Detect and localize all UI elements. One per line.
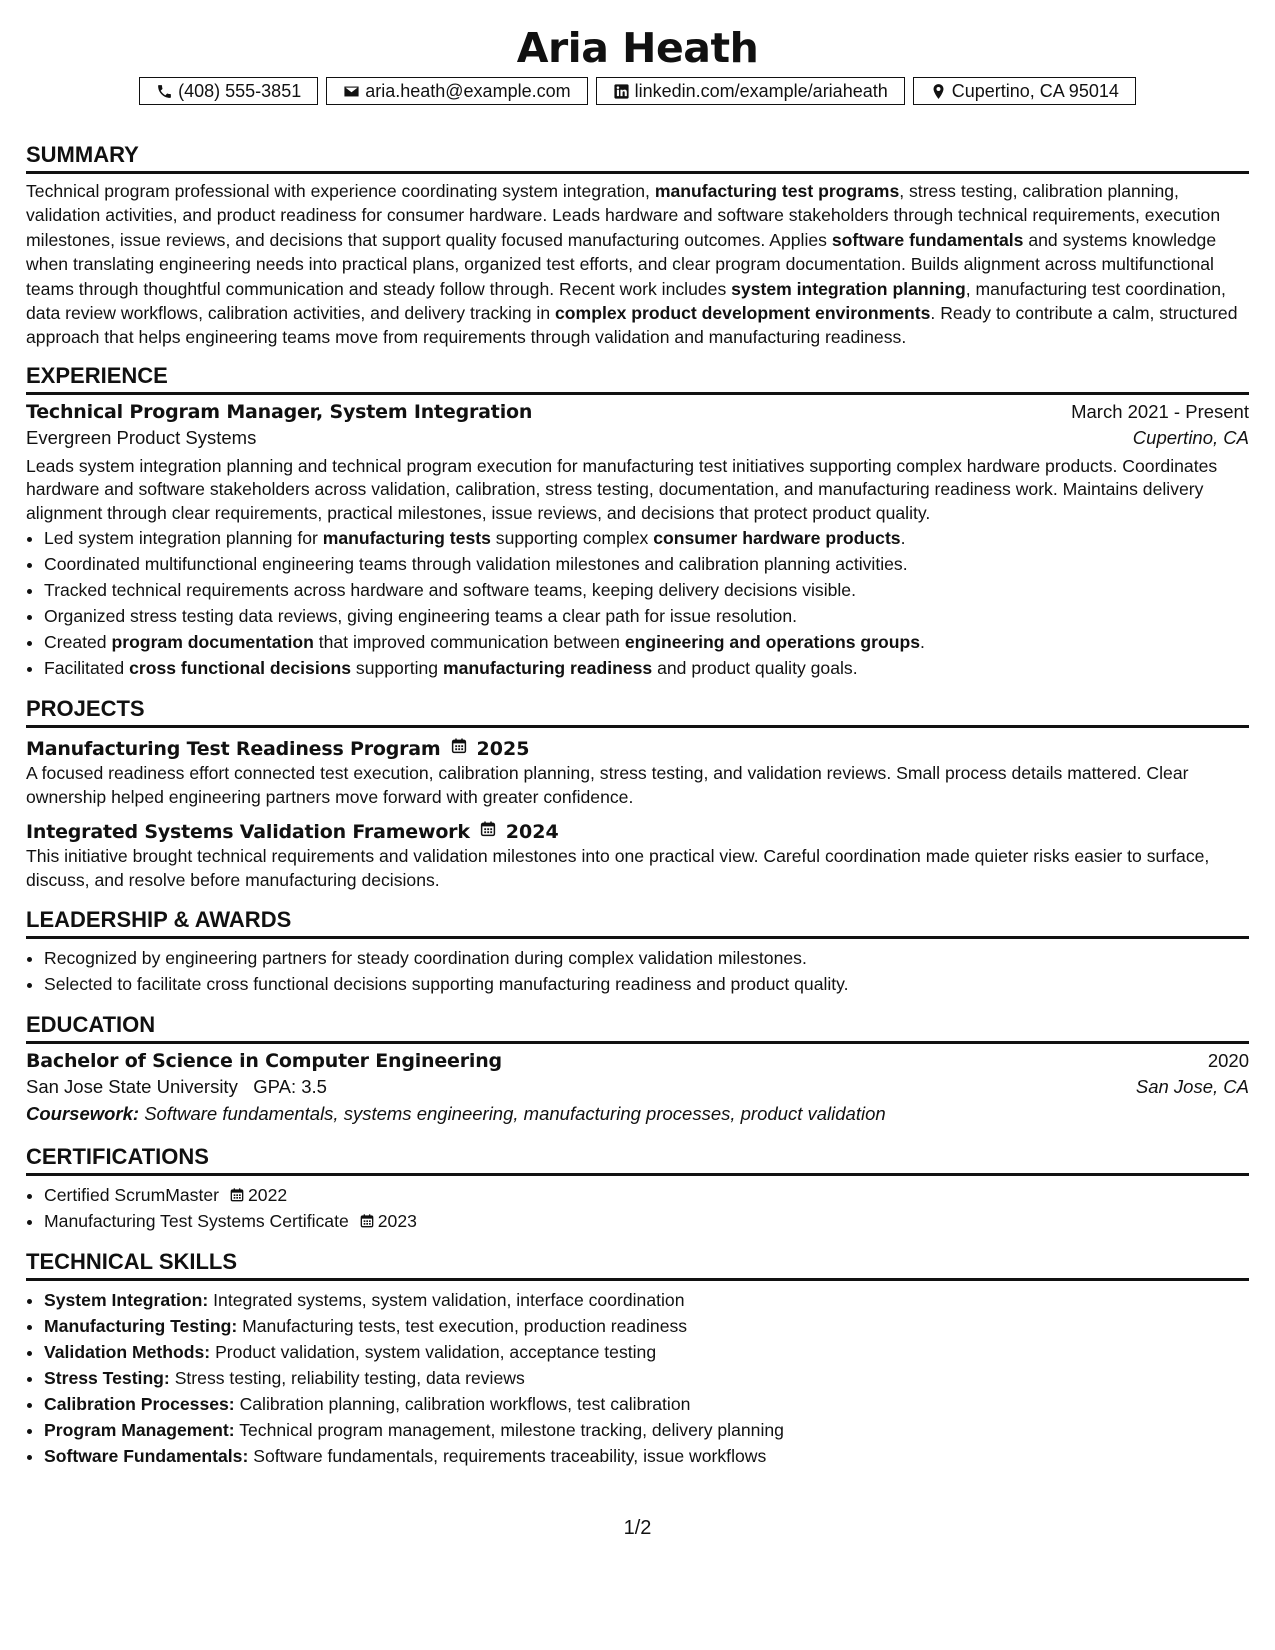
cert-name: Manufacturing Test Systems Certificate (44, 1211, 349, 1232)
skills-heading: TECHNICAL SKILLS (26, 1248, 1249, 1281)
bullet-text: . (920, 632, 925, 653)
phone-chip[interactable] (139, 77, 318, 105)
project-title: Integrated Systems Validation Framework (26, 820, 470, 843)
map-pin-icon (930, 83, 947, 100)
skill-label: Software Fundamentals: (44, 1446, 249, 1467)
summary-text (26, 179, 1249, 350)
calendar-icon (359, 1213, 375, 1229)
phone-text: (408) 555-3851 (178, 81, 302, 101)
job-subheader (26, 427, 1249, 449)
experience-heading: EXPERIENCE (26, 362, 1249, 395)
school-name: San Jose State University (26, 1076, 238, 1098)
skill-label: Program Management: (44, 1420, 235, 1441)
job-description: Leads system integration planning and technical program execution for manufacturing test initiatives supporting complex hardware products. Coordinates hardware and software stakeholders across validation, calibration, stress testing, documentation, and manufacturing readiness work. Maintains delivery alignment through clear requirements, practical milestones, issue reviews, and decisions that protect product quality. (26, 455, 1218, 523)
gpa: GPA: 3.5 (253, 1076, 327, 1098)
skill-value: Integrated systems, system validation, interface coordination (213, 1290, 685, 1311)
bullet-text: Created (44, 632, 112, 653)
project-title-row (26, 820, 1249, 843)
education-heading: EDUCATION (26, 1011, 1249, 1044)
list-item (44, 1443, 1249, 1469)
calendar-icon (479, 820, 497, 843)
list-item (44, 1365, 1249, 1391)
summary-part: and systems knowledge when translating engineering needs into practical plans, organized test efforts, and clear program documentation. Builds alignment across multifunctional teams through thoughtful communication and steady follow through. Recent work includes (26, 229, 1217, 299)
coursework-label: Coursework: (26, 1103, 140, 1125)
bullet-text: supporting complex (490, 528, 654, 549)
list-item (44, 1339, 1249, 1365)
bullet-text: supporting (351, 658, 443, 679)
bullet-emphasis: consumer hardware products (653, 528, 901, 549)
list-item (44, 629, 1249, 655)
project-title-row (26, 737, 1249, 760)
bullet-emphasis: engineering and operations groups (624, 632, 921, 653)
summary-part: , stress testing, calibration planning, validation activities, and product readiness for consumer hardware. Leads hardware and software stakeholders through technical requirements, execution milestones, issue reviews, and decisions that support quality focused manufacturing outcomes. Applies (26, 181, 1221, 250)
coursework (26, 1103, 1249, 1125)
skill-value: Stress testing, reliability testing, data reviews (174, 1368, 525, 1389)
skill-label: Validation Methods: (44, 1342, 211, 1363)
list-item (44, 655, 1249, 681)
list-item (44, 603, 1249, 629)
envelope-icon (343, 83, 360, 100)
list-item (44, 1313, 1249, 1339)
certifications-list (26, 1182, 1249, 1234)
bullet-text: that improved communication between (313, 632, 625, 653)
skill-label: System Integration: (44, 1290, 209, 1311)
resume-page (26, 0, 1249, 1469)
job-company: Evergreen Product Systems (26, 426, 257, 448)
project-title: Manufacturing Test Readiness Program (26, 737, 441, 760)
summary-part: , manufacturing test coordination, data review workflows, calibration activities, and delivery tracking in (26, 278, 1226, 324)
calendar-icon (229, 1187, 245, 1203)
list-item (44, 551, 1249, 577)
job-title: Technical Program Manager, System Integration (26, 400, 533, 423)
skills-list (26, 1287, 1249, 1469)
bullet-text: Facilitated (44, 658, 130, 679)
cert-year: 2023 (377, 1211, 417, 1232)
list-item (44, 1182, 1249, 1208)
leadership-list (26, 945, 1249, 997)
summary-emphasis: software fundamentals (831, 229, 1024, 250)
graduation-year: 2020 (1207, 1050, 1249, 1072)
coursework-text: Software fundamentals, systems engineering, manufacturing processes, product validation (144, 1103, 886, 1125)
summary-emphasis: complex product development environments (555, 303, 931, 324)
phone-icon (156, 83, 173, 100)
linkedin-text: linkedin.com/example/ariaheath (634, 81, 888, 101)
location-chip[interactable] (913, 77, 1136, 105)
cert-year: 2022 (248, 1185, 288, 1206)
leadership-heading: LEADERSHIP & AWARDS (26, 906, 1249, 939)
job-header (26, 401, 1249, 423)
cert-name: Certified ScrumMaster (44, 1185, 220, 1206)
calendar-icon (450, 737, 468, 760)
bullet-emphasis: manufacturing readiness (442, 658, 653, 679)
linkedin-chip[interactable] (596, 77, 905, 105)
summary-emphasis: manufacturing test programs (654, 181, 900, 201)
list-item (44, 1287, 1249, 1313)
project-description: This initiative brought technical requirements and validation milestones into one practical view. Careful coordination made quieter risks easier to surface, discuss, and resolve before manufacturing decisions. (26, 846, 1210, 890)
job-location: Cupertino, CA (1132, 426, 1249, 448)
school-info (26, 1076, 327, 1098)
bullet-text: . (900, 528, 906, 549)
linkedin-icon (613, 83, 630, 100)
bullet-emphasis: program documentation (111, 632, 314, 653)
skill-value: Software fundamentals, requirements traceability, issue workflows (253, 1446, 767, 1467)
bullet-emphasis: manufacturing tests (322, 528, 491, 549)
skill-value: Manufacturing tests, test execution, production readiness (242, 1316, 688, 1337)
list-item (44, 525, 1249, 551)
list-item: • Selected to facilitate cross functional decisions supporting manufacturing readiness and product quality. (44, 971, 1249, 997)
email-chip[interactable] (326, 77, 587, 105)
bullet-text: Led system integration planning for (44, 528, 323, 549)
skill-label: Calibration Processes: (44, 1394, 235, 1415)
projects-heading: PROJECTS (26, 695, 1249, 728)
list-item (44, 1208, 1249, 1234)
location-text: Cupertino, CA 95014 (951, 81, 1119, 101)
skill-value: Technical program management, milestone tracking, delivery planning (239, 1420, 784, 1441)
skill-label: Manufacturing Testing: (44, 1316, 238, 1337)
page-number: 1/2 (623, 1517, 652, 1539)
bullet-text: Coordinated multifunctional engineering teams through validation milestones and calibration planning activities. (44, 554, 908, 575)
job-bullets (26, 525, 1249, 681)
summary-emphasis: system integration planning (731, 278, 966, 299)
bullet-text: Tracked technical requirements across hardware and software teams, keeping delivery decisions visible. (44, 580, 856, 601)
skill-value: Product validation, system validation, acceptance testing (215, 1342, 657, 1363)
degree-row (26, 1050, 1249, 1072)
email-text: aria.heath@example.com (365, 81, 571, 101)
project-description: A focused readiness effort connected test execution, calibration planning, stress testing, and validation reviews. Small process details mattered. Clear ownership helped engineering partners move forward with greater confidence. (26, 763, 1189, 807)
list-item: • Recognized by engineering partners for steady coordination during complex validation milestones. (44, 945, 1249, 971)
project-year: 2025 (476, 737, 530, 760)
bullet-emphasis: cross functional decisions (129, 658, 352, 679)
bullet-text: and product quality goals. (652, 658, 858, 679)
project-year: 2024 (505, 820, 559, 843)
list-item (44, 1417, 1249, 1443)
list-item (44, 1391, 1249, 1417)
list-item (44, 577, 1249, 603)
school-location: San Jose, CA (1135, 1076, 1249, 1098)
candidate-name: Aria Heath (516, 24, 759, 72)
bullet-text: Organized stress testing data reviews, giving engineering teams a clear path for issue resolution. (44, 606, 798, 627)
job-dates: March 2021 - Present (1071, 400, 1249, 422)
skill-label: Stress Testing: (44, 1368, 170, 1389)
summary-part: . Ready to contribute a calm, structured approach that helps engineering teams move from requirements through validation and manufacturing readiness. (26, 303, 1238, 348)
degree-title: Bachelor of Science in Computer Engineering (26, 1050, 502, 1073)
certifications-heading: CERTIFICATIONS (26, 1143, 1249, 1176)
summary-part: Technical program professional with experience coordinating system integration, (26, 181, 655, 201)
skill-value: Calibration planning, calibration workflows, test calibration (239, 1394, 691, 1415)
contact-bar (26, 77, 1249, 105)
school-row (26, 1076, 1249, 1098)
summary-heading: SUMMARY (26, 141, 1249, 174)
